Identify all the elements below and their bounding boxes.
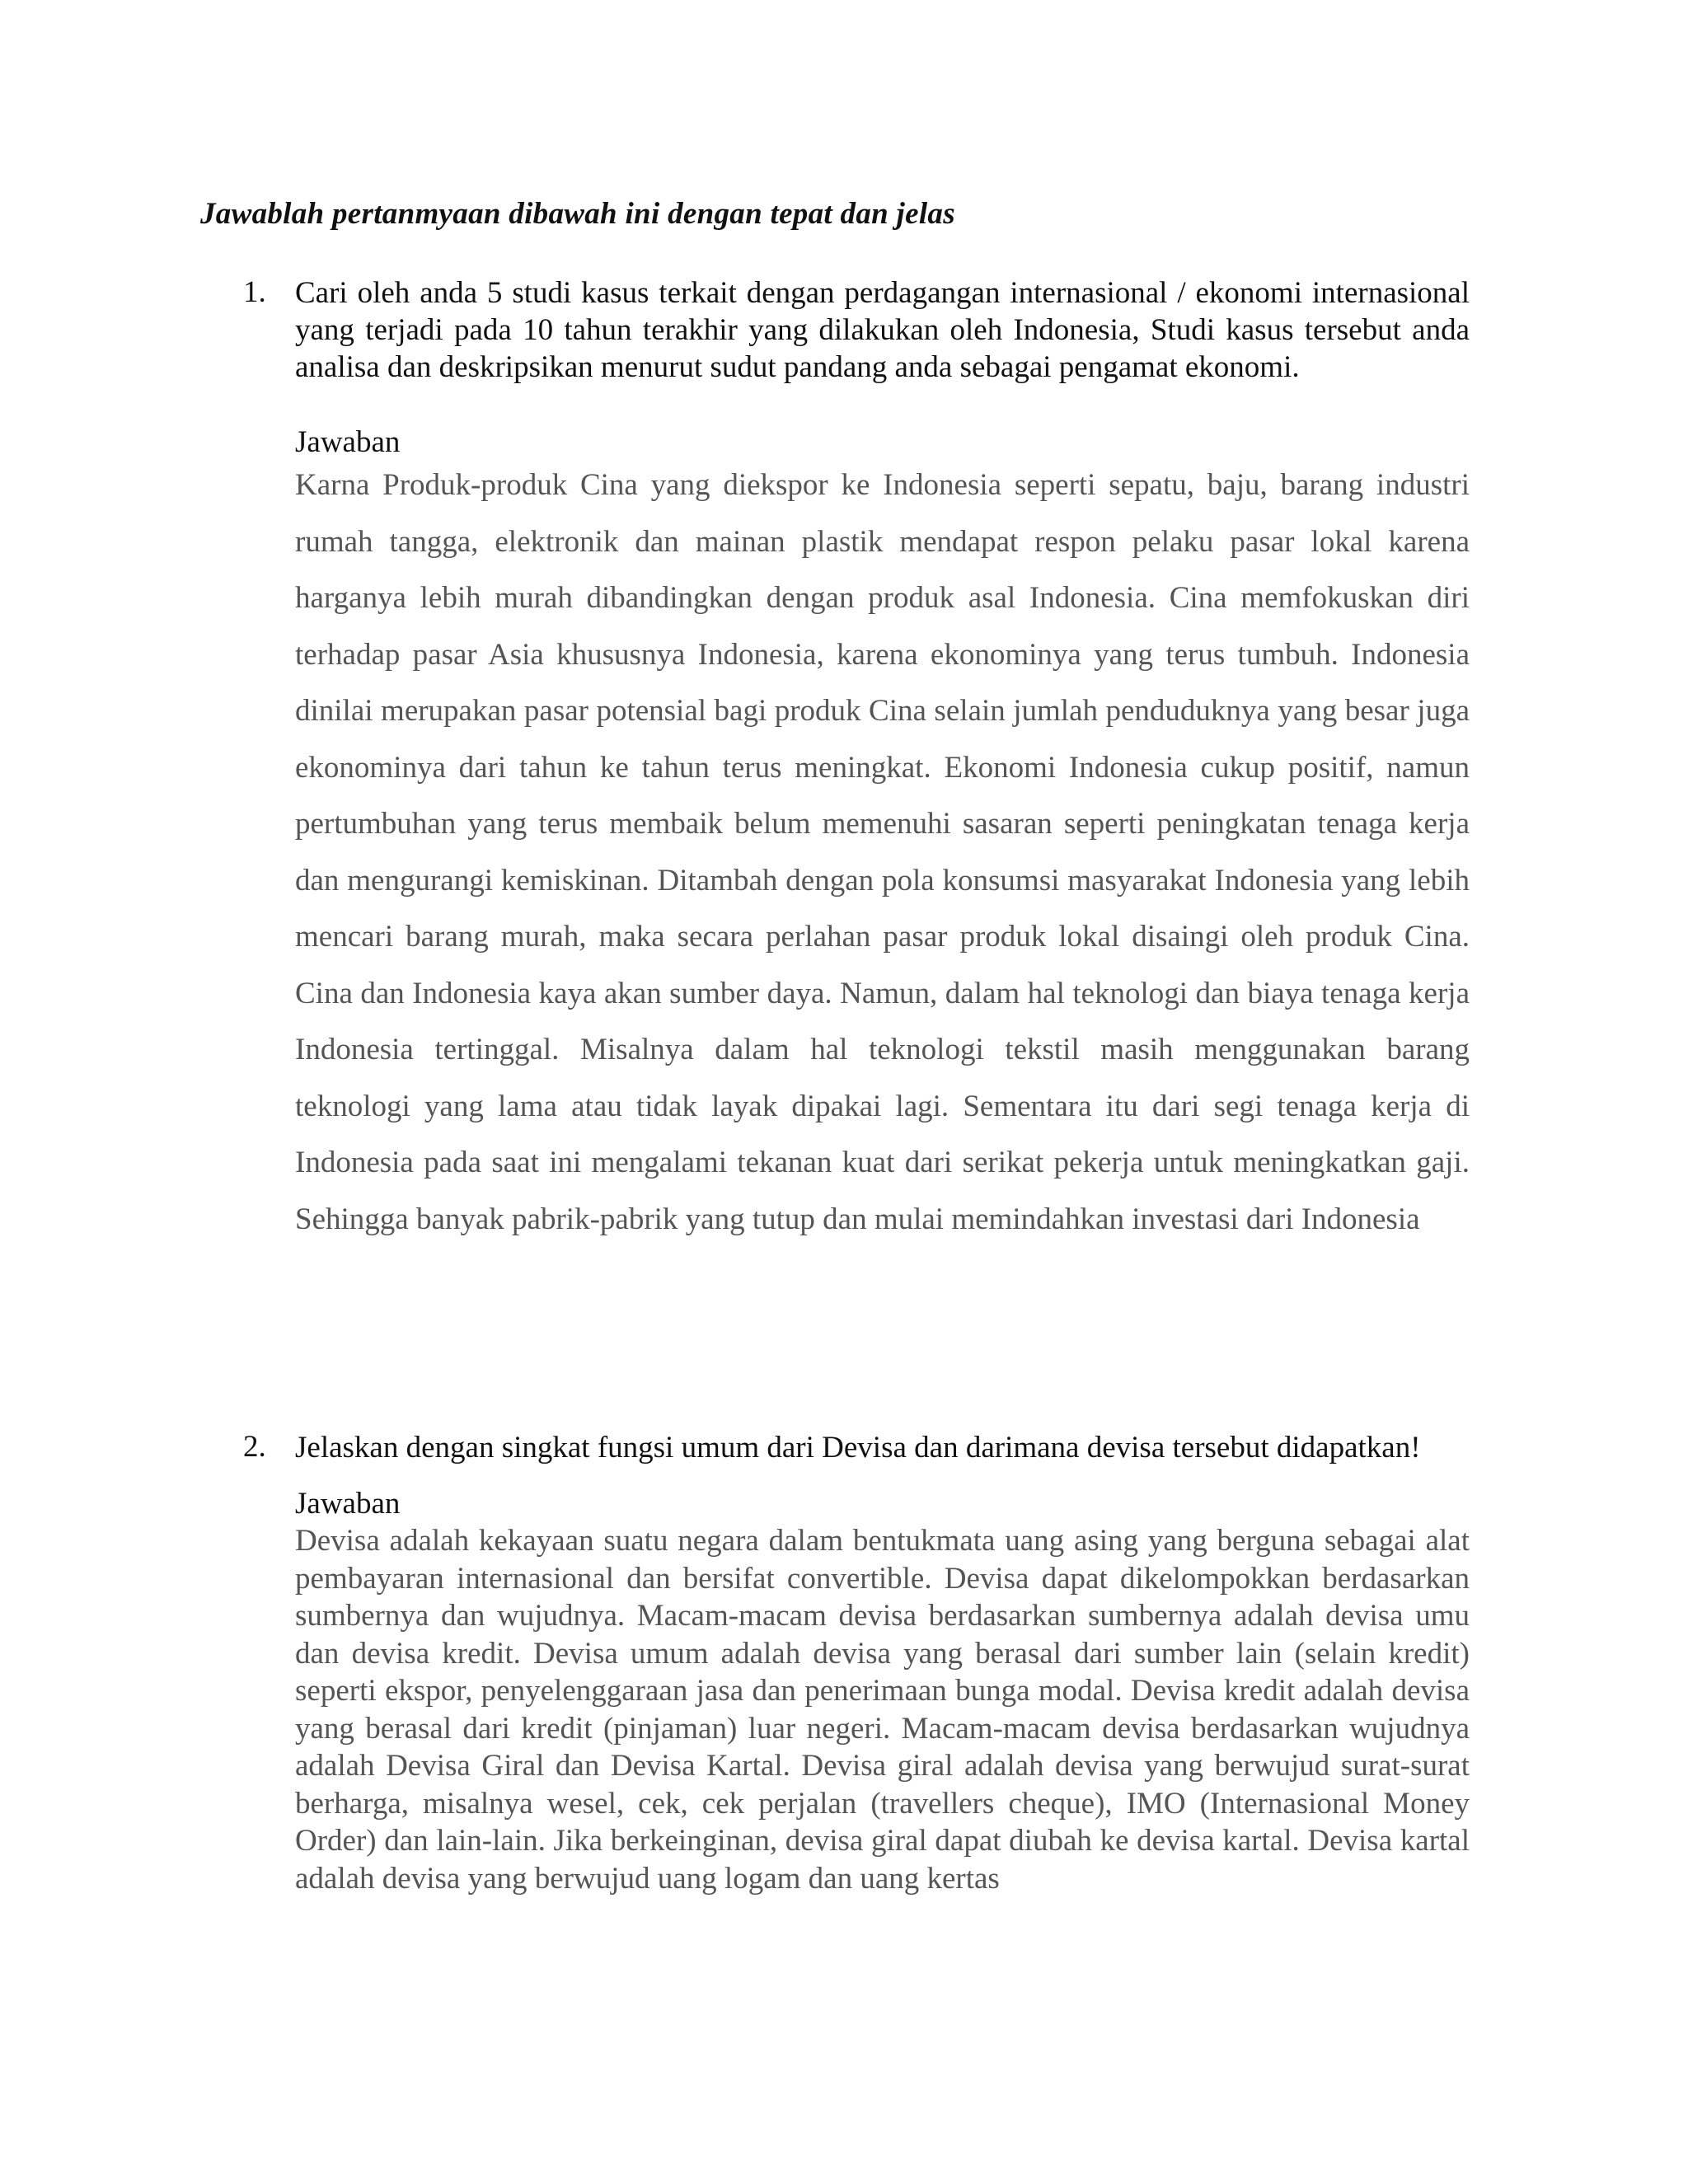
question-2-answer-label: Jawaban [295, 1487, 401, 1521]
question-2-text: Jelaskan dengan singkat fungsi umum dari Devisa dan darimana devisa tersebut didapatkan! [295, 1431, 1421, 1465]
question-2-number: 2. [243, 1430, 266, 1464]
page-title: Jawablah pertanmyaan dibawah ini dengan tepat dan jelas [200, 197, 955, 231]
question-1-text: Cari oleh anda 5 studi kasus terkait dengan perdagangan internasional / ekonomi internasional yang terjadi pada 10 tahun terakhir yang dilakukan oleh Indonesia, Studi kasus tersebut anda analisa dan deskripsikan menurut sudut pandang anda sebagai pengamat ekonomi. [295, 276, 1470, 384]
question-1-answer: Karna Produk-produk Cina yang diekspor ke Indonesia seperti sepatu, baju, barang industri rumah tangga, elektronik dan mainan plastik mendapat respon pelaku pasar lokal karena harganya lebih murah dibandingkan dengan produk asal Indonesia. Cina memfokuskan diri terhadap pasar Asia khususnya Indonesia, karena ekonominya yang terus tumbuh. Indonesia dinilai merupakan pasar potensial bagi produk Cina selain jumlah penduduknya yang besar juga ekonominya dari tahun ke tahun terus meningkat. Ekonomi Indonesia cukup positif, namun pertumbuhan yang terus membaik belum memenuhi sasaran seperti peningkatan tenaga kerja dan mengurangi kemiskinan. Ditambah dengan pola konsumsi masyarakat Indonesia yang lebih mencari barang murah, maka secara perlahan pasar produk lokal disaingi oleh produk Cina. Cina dan Indonesia kaya akan sumber daya. Namun, dalam hal teknologi dan biaya tenaga kerja Indonesia tertinggal. Misalnya dalam hal teknologi tekstil masih menggunakan barang teknologi yang lama atau tidak layak dipakai lagi. Sementara itu dari segi tenaga kerja di Indonesia pada saat ini mengalami tekanan kuat dari serikat pekerja untuk meningkatkan gaji. Sehingga banyak pabrik-pabrik yang tutup dan mulai memindahkan investasi dari Indonesia [295, 468, 1470, 1236]
question-1-answer-label: Jawaban [295, 425, 401, 459]
question-1-number: 1. [243, 275, 266, 309]
question-2-answer: Devisa adalah kekayaan suatu negara dalam bentukmata uang asing yang berguna sebagai alat pembayaran internasional dan bersifat convertible. Devisa dapat dikelompokkan berdasarkan sumbernya dan wujudnya. Macam-macam devisa berdasarkan sumbernya adalah devisa umu dan devisa kredit. Devisa umum adalah devisa yang berasal dari sumber lain (selain kredit) seperti ekspor, penyelenggaraan jasa dan penerimaan bunga modal. Devisa kredit adalah devisa yang berasal dari kredit (pinjaman) luar negeri. Macam-macam devisa berdasarkan wujudnya adalah Devisa Giral dan Devisa Kartal. Devisa giral adalah devisa yang berwujud surat-surat berharga, misalnya wesel, cek, cek perjalan (travellers cheque), IMO (Internasional Money Order) dan lain-lain. Jika berkeinginan, devisa giral dapat diubah ke devisa kartal. Devisa kartal adalah devisa yang berwujud uang logam dan uang kertas [295, 1524, 1470, 1896]
